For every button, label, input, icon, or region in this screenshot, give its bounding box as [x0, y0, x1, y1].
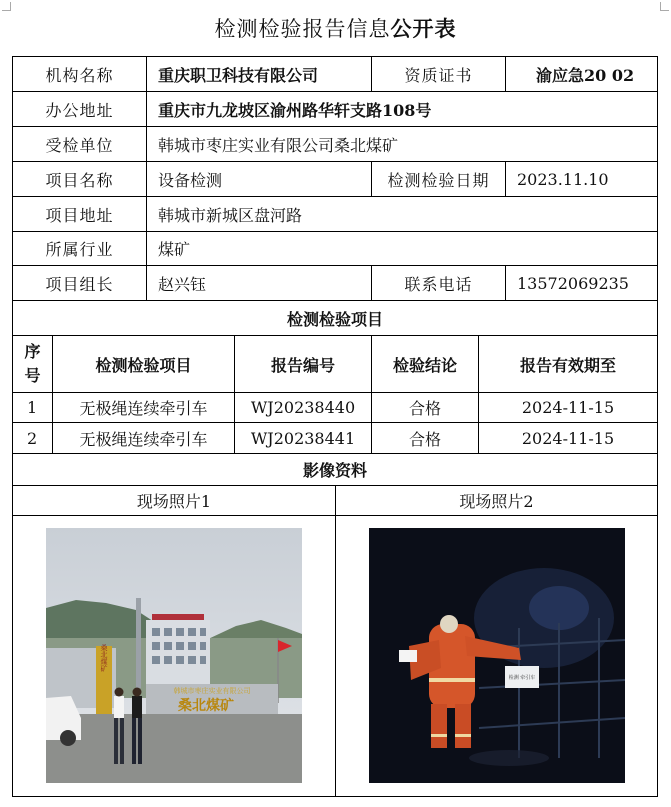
row1-result: 合格: [371, 393, 478, 422]
cert-value: 渝应急20 02: [505, 57, 657, 91]
table-row: [13, 392, 657, 422]
photos-row: [13, 515, 657, 796]
client-value: 韩城市枣庄实业有限公司桑北煤矿: [146, 127, 657, 161]
photo-labels-row: [13, 485, 657, 515]
title-bold: 公开表: [390, 16, 457, 41]
seq-char-2: 号: [24, 366, 41, 385]
row2-report-no: WJ20238441: [234, 423, 371, 453]
photo2-sign: 检测 牵引车: [508, 675, 535, 681]
row-org: [13, 57, 657, 91]
org-label: 机构名称: [45, 65, 114, 85]
items-section-heading: 检测检验项目: [286, 309, 383, 329]
row1-item: 无极绳连续牵引车: [52, 393, 234, 422]
col-result-header: 检验结论: [371, 336, 478, 392]
seq-char-1: 序: [24, 342, 41, 361]
row-leader: [13, 265, 657, 300]
row-site: [13, 196, 657, 231]
industry-label: 所属行业: [45, 240, 114, 259]
col-report-header: 报告编号: [234, 336, 371, 392]
row-client: [13, 126, 657, 161]
col-valid-header: 报告有效期至: [478, 336, 657, 392]
photo1-building-sign: 桑北煤矿: [178, 698, 234, 714]
row2-item: 无极绳连续牵引车: [52, 423, 234, 453]
cert-label: 资质证书: [371, 57, 505, 91]
row-industry: [13, 231, 657, 265]
site-value: 韩城市新城区盘河路: [146, 197, 657, 231]
row2-seq: 2: [27, 428, 38, 448]
addr-label: 办公地址: [45, 100, 114, 120]
images-section-row: [13, 453, 657, 485]
items-section-row: [13, 300, 657, 335]
photo1-banner: 韩城市枣庄实业有限公司: [173, 687, 251, 695]
site-label: 项目地址: [45, 205, 114, 225]
row2-result: 合格: [371, 423, 478, 453]
corner-mark-left: [2, 2, 11, 11]
row1-seq: 1: [27, 398, 38, 417]
date-value: 2023.11.10: [505, 162, 657, 196]
org-value: 重庆职卫科技有限公司: [146, 57, 371, 91]
photo1-label: 现场照片1: [136, 492, 212, 511]
industry-value: 煤矿: [146, 232, 657, 265]
table-row: [13, 422, 657, 453]
project-label: 项目名称: [45, 170, 114, 190]
report-sheet: [12, 56, 658, 797]
col-item-header: 检测检验项目: [52, 336, 234, 392]
leader-label: 项目组长: [45, 274, 114, 294]
photo2-label: 现场照片2: [335, 486, 657, 515]
leader-value: 赵兴钰: [146, 266, 371, 300]
row-address: [13, 91, 657, 126]
images-section-heading: 影像资料: [302, 461, 367, 480]
page-title: [0, 14, 671, 44]
col-seq-header: [13, 336, 52, 392]
date-label: 检测检验日期: [371, 162, 505, 196]
client-label: 受检单位: [45, 135, 114, 155]
photo1-vertical-sign: 桑北煤矿: [100, 644, 108, 672]
site-photo-2: [369, 528, 625, 783]
title-regular: 检测检验报告信息: [214, 17, 391, 41]
row2-valid-until: 2024-11-15: [478, 423, 657, 453]
row1-report-no: WJ20238440: [234, 393, 371, 422]
phone-value: 13572069235: [505, 266, 657, 300]
site-photo-1: [46, 528, 302, 783]
photo1-cell: [13, 516, 335, 796]
addr-value: 重庆市九龙坡区渝州路华轩支路108号: [146, 92, 657, 126]
row-project: [13, 161, 657, 196]
items-header-row: [13, 335, 657, 392]
photo2-cell: [335, 516, 657, 796]
phone-label: 联系电话: [371, 266, 505, 300]
project-value: 设备检测: [146, 162, 371, 196]
corner-mark-right: [660, 2, 669, 11]
row1-valid-until: 2024-11-15: [478, 393, 657, 422]
